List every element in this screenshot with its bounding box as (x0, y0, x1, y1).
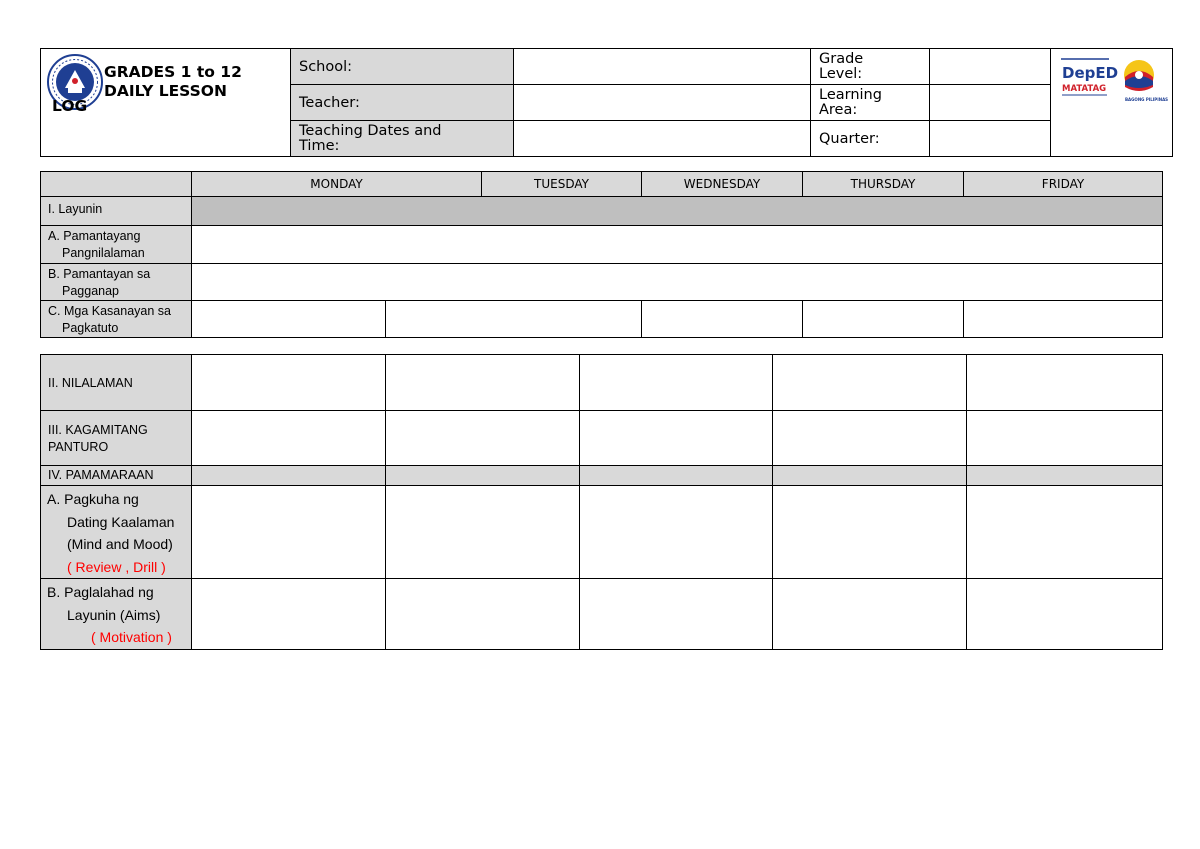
day-header-thursday: THURSDAY (803, 172, 964, 197)
teacher-field[interactable] (514, 85, 811, 121)
deped-matatag-logo (1059, 57, 1169, 105)
pagkuha-cell-thursday[interactable] (773, 486, 967, 579)
grade-level-field[interactable] (930, 49, 1051, 85)
paglalahad-cell-friday[interactable] (967, 579, 1163, 650)
logos-cell (1051, 49, 1173, 157)
paglalahad-cell-thursday[interactable] (773, 579, 967, 650)
layunin-span-cell (192, 197, 1163, 226)
pamamaraan-cell-wednesday (580, 466, 773, 486)
title-line-2: DAILY LESSON (104, 82, 227, 100)
nilalaman-cell-friday[interactable] (967, 355, 1163, 411)
row-label-nilalaman: II. NILALAMAN (41, 355, 192, 411)
pagkuha-cell-wednesday[interactable] (580, 486, 773, 579)
kagamitan-cell-tuesday[interactable] (386, 411, 580, 466)
pamamaraan-cell-tuesday (386, 466, 580, 486)
kagamitan-cell-wednesday[interactable] (580, 411, 773, 466)
title-line-3: LOG (52, 97, 88, 115)
grade-level-label: Grade Level: (811, 49, 930, 85)
school-field[interactable] (514, 49, 811, 85)
row-label-kagamitang-panturo: III. KAGAMITANG PANTURO (41, 411, 192, 466)
title-line-1: GRADES 1 to 12 (104, 63, 242, 81)
school-label: School: (291, 49, 514, 85)
nilalaman-cell-wednesday[interactable] (580, 355, 773, 411)
kasanayan-cell-thursday[interactable] (803, 301, 964, 338)
deped-logo-text: DepED (1062, 64, 1119, 82)
kasanayan-cell-tuesday[interactable] (386, 301, 642, 338)
objectives-table (40, 171, 1163, 338)
procedure-table (40, 354, 1163, 650)
kasanayan-cell-wednesday[interactable] (642, 301, 803, 338)
pamamaraan-cell-friday (967, 466, 1163, 486)
pamamaraan-cell-thursday (773, 466, 967, 486)
row-label-layunin: I. Layunin (41, 197, 192, 226)
learning-area-field[interactable] (930, 85, 1051, 121)
corner-cell (41, 172, 192, 197)
learning-area-label: Learning Area: (811, 85, 930, 121)
paglalahad-cell-wednesday[interactable] (580, 579, 773, 650)
nilalaman-cell-monday[interactable] (192, 355, 386, 411)
row-label-pamantayan-sa-pagganap: B. Pamantayan sa Pagganap (41, 264, 192, 301)
pamantayan-sa-pagganap-field[interactable] (192, 264, 1163, 301)
quarter-label: Quarter: (811, 121, 930, 157)
row-label-pamamaraan: IV. PAMAMARAAN (41, 466, 192, 486)
kasanayan-cell-monday[interactable] (192, 301, 386, 338)
row-label-paglalahad-ng-layunin: B. Paglalahad ng Layunin (Aims) ( Motivation ) (41, 579, 192, 650)
pagkuha-cell-tuesday[interactable] (386, 486, 580, 579)
row-label-pamantayang-pangnilalaman: A. Pamantayang Pangnilalaman (41, 226, 192, 264)
bagong-pilipinas-text: BAGONG PILIPINAS (1125, 97, 1169, 102)
teaching-dates-label: Teaching Dates and Time: (291, 121, 514, 157)
nilalaman-cell-tuesday[interactable] (386, 355, 580, 411)
kagamitan-cell-friday[interactable] (967, 411, 1163, 466)
paglalahad-cell-tuesday[interactable] (386, 579, 580, 650)
title-cell (41, 49, 291, 157)
row-label-pagkuha-ng-dating-kaalaman: A. Pagkuha ng Dating Kaalaman (Mind and Mood) ( Review , Drill ) (41, 486, 192, 579)
day-header-tuesday: TUESDAY (482, 172, 642, 197)
matatag-logo-text: MATATAG (1062, 84, 1107, 94)
teaching-dates-field[interactable] (514, 121, 811, 157)
nilalaman-cell-thursday[interactable] (773, 355, 967, 411)
quarter-field[interactable] (930, 121, 1051, 157)
paglalahad-cell-monday[interactable] (192, 579, 386, 650)
pagkuha-cell-monday[interactable] (192, 486, 386, 579)
pamamaraan-cell-monday (192, 466, 386, 486)
day-header-friday: FRIDAY (964, 172, 1163, 197)
kasanayan-cell-friday[interactable] (964, 301, 1163, 338)
header-table (40, 48, 1173, 157)
pagkuha-cell-friday[interactable] (967, 486, 1163, 579)
kagamitan-cell-monday[interactable] (192, 411, 386, 466)
row-label-mga-kasanayan: C. Mga Kasanayan sa Pagkatuto (41, 301, 192, 338)
day-header-wednesday: WEDNESDAY (642, 172, 803, 197)
kagamitan-cell-thursday[interactable] (773, 411, 967, 466)
teacher-label: Teacher: (291, 85, 514, 121)
pamantayang-pangnilalaman-field[interactable] (192, 226, 1163, 264)
day-header-monday: MONDAY (192, 172, 482, 197)
